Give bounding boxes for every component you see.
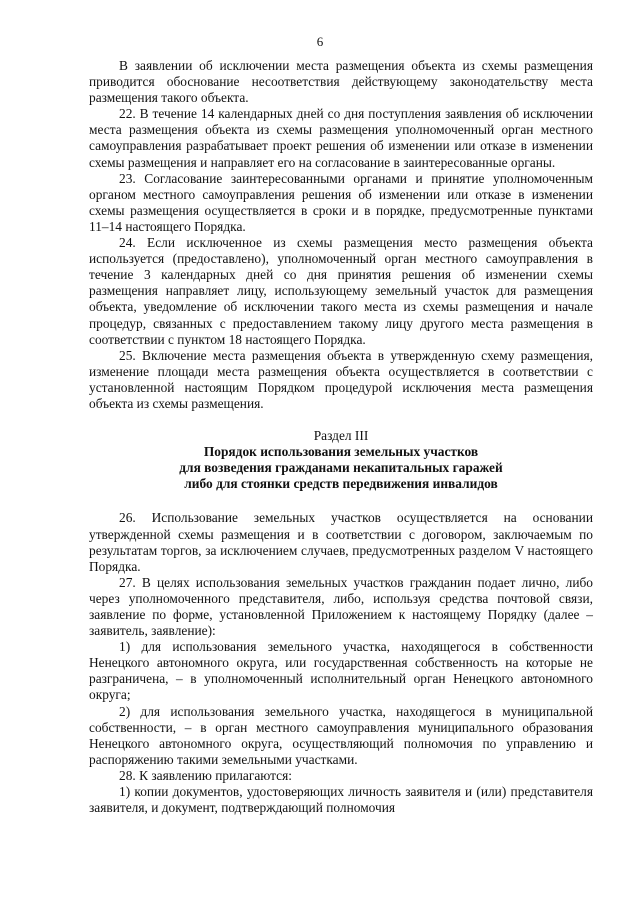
paragraph-24: 24. Если исключенное из схемы размещения место размещения объекта используется (предоставлено), уполномоченный орган местного самоуправления в течение 3 календарных дней со дня принятия решения об изменении схемы размещения направляет лицу, использующему земельный участок для размещения объекта, уведомление об исключении такого места из схемы размещения и начале процедур, связанных с предоставлением такому лицу другого места размещения в соответствии с пунктом 18 настоящего Порядка. [89, 235, 593, 347]
paragraph-27: 27. В целях использования земельных участков гражданин подает лично, либо через уполномоченного представителя, либо, используя средства почтовой связи, заявление по форме, установленной Приложением к настоящему Порядку (далее – заявитель, заявление): [89, 574, 593, 639]
document-body [89, 58, 593, 816]
section-label: Раздел III [313, 428, 369, 444]
paragraph-23: 23. Согласование заинтересованными органами и принятие уполномоченным органом местного самоуправления решения об изменении или отказе в изменении схемы размещения осуществляется в сроки и в порядке, предусмотренные пунктами 11–14 настоящего Порядка. [89, 170, 593, 234]
section-title-line: для возведения гражданами некапитальных гаражей [179, 460, 503, 476]
paragraph-27-item-1: 1) для использования земельного участка, находящегося в собственности Ненецкого автономного округа, или государственная собственность на которые не разграничена, – в уполномоченный исполнительный орган Ненецкого автономного округа; [89, 639, 593, 703]
page-number: 6 [316, 34, 324, 49]
section-title-line: либо для стоянки средств передвижения инвалидов [184, 476, 498, 492]
paragraph-26: 26. Использование земельных участков осуществляется на основании утвержденной схемы размещения и в соответствии с договором, заключаемым по результатам торгов, за исключением случаев, предусмотренных разделом V настоящего Порядка. [89, 510, 593, 574]
section-title-line: Порядок использования земельных участков [203, 444, 479, 460]
paragraph: В заявлении об исключении места размещения объекта из схемы размещения приводится обоснование несоответствия действующему законодательству места размещения такого объекта. [89, 58, 593, 106]
paragraph-25: 25. Включение места размещения объекта в утвержденную схему размещения, изменение площади места размещения объекта осуществляется в соответствии с установленной настоящим Порядком процедурой исключения места размещения объекта из схемы размещения. [89, 347, 593, 411]
paragraph-28-item-1: 1) копии документов, удостоверяющих личность заявителя и (или) представителя заявителя, и документ, подтверждающий полномочия [89, 784, 593, 816]
paragraph-27-item-2: 2) для использования земельного участка, находящегося в муниципальной собственности, – в орган местного самоуправления муниципального образования Ненецкого автономного округа, осуществляющий полномочия по управлению и распоряжению такими земельными участками. [89, 703, 593, 767]
section-heading [89, 428, 593, 492]
paragraph-22: 22. В течение 14 календарных дней со дня поступления заявления об исключении места размещения объекта из схемы размещения уполномоченный орган местного самоуправления разрабатывает проект решения об изменении или отказе в изменении схемы размещения и направляет его на согласование в заинтересованные органы. [89, 106, 593, 170]
paragraph-28: 28. К заявлению прилагаются: [119, 767, 292, 783]
